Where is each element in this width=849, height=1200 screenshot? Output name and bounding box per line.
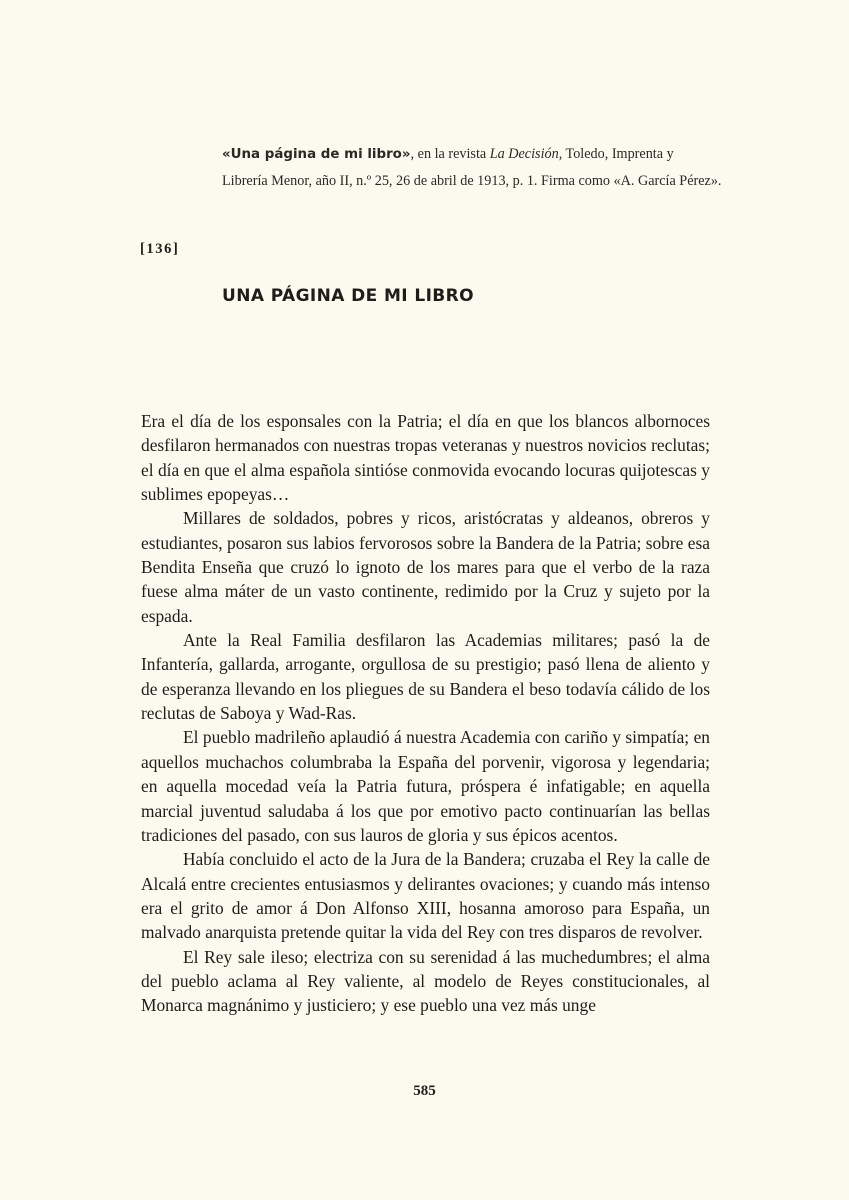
page-number: 585 [413, 1083, 436, 1099]
article-body [141, 409, 710, 1018]
body-paragraph-1: Era el día de los esponsales con la Patria; el día en que los blancos albornoces desfilaron hermanados con nuestras tropas veteranas y nuestros novicios reclutas; el día en que el alma española sintióse conmovida evocando locuras quijotescas y sublimes epopeyas… [141, 411, 710, 505]
body-paragraph-2: Millares de soldados, pobres y ricos, aristócratas y aldeanos, obreros y estudiantes, posaron sus labios fervorosos sobre la Bandera de la Patria; sobre esa Bendita Enseña que cruzó lo ignoto de los mares para que el verbo de la raza fuese alma máter de un vasto continente, redimido por la Cruz y sujeto por la espada. [141, 508, 710, 626]
body-paragraph-3: Ante la Real Familia desfilaron las Academias militares; pasó la de Infantería, gallarda, arrogante, orgullosa de su prestigio; pasó llena de aliento y de esperanza llevando en los pliegues de su Bandera el beso todavía cálido de los reclutas de Saboya y Wad-Ras. [141, 630, 710, 724]
body-paragraph-5: Había concluido el acto de la Jura de la Bandera; cruzaba el Rey la calle de Alcalá entre crecientes entusiasmos y delirantes ovaciones; y cuando más intenso era el grito de amor á Don Alfonso XIII, hosanna amoroso para España, un malvado anarquista pretende quitar la vida del Rey con tres disparos de revolver. [141, 849, 710, 943]
document-number: [136] [140, 241, 180, 257]
source-text-after-journal: , Toledo, Imprenta y Librería Menor, año II, n.º 25, 26 de abril de 1913, p. 1. Firma como «A. García Pérez». [222, 146, 722, 189]
body-paragraph-4: El pueblo madrileño aplaudió á nuestra Academia con cariño y simpatía; en aquellos muchachos columbraba la España del porvenir, vigorosa y legendaria; en aquella mocedad veía la Patria futura, próspera é infatigable; en aquella marcial juventud saludaba á los que por emotivo pacto continuarían las bellas tradiciones del pasado, con sus lauros de gloria y sus épicos acentos. [141, 727, 710, 845]
body-paragraph-6: El Rey sale ileso; electriza con su serenidad á las muchedumbres; el alma del pueblo aclama al Rey valiente, al modelo de Reyes constitucionales, al Monarca magnánimo y justiciero; y ese pueblo una vez más unge [141, 946, 710, 1016]
source-note [222, 141, 722, 195]
source-article-title: «Una página de mi libro» [222, 147, 411, 162]
source-text-before-journal: , en la revista [410, 146, 490, 162]
article-title: UNA PÁGINA DE MI LIBRO [222, 286, 475, 306]
source-journal-name: La Decisión [489, 146, 559, 162]
